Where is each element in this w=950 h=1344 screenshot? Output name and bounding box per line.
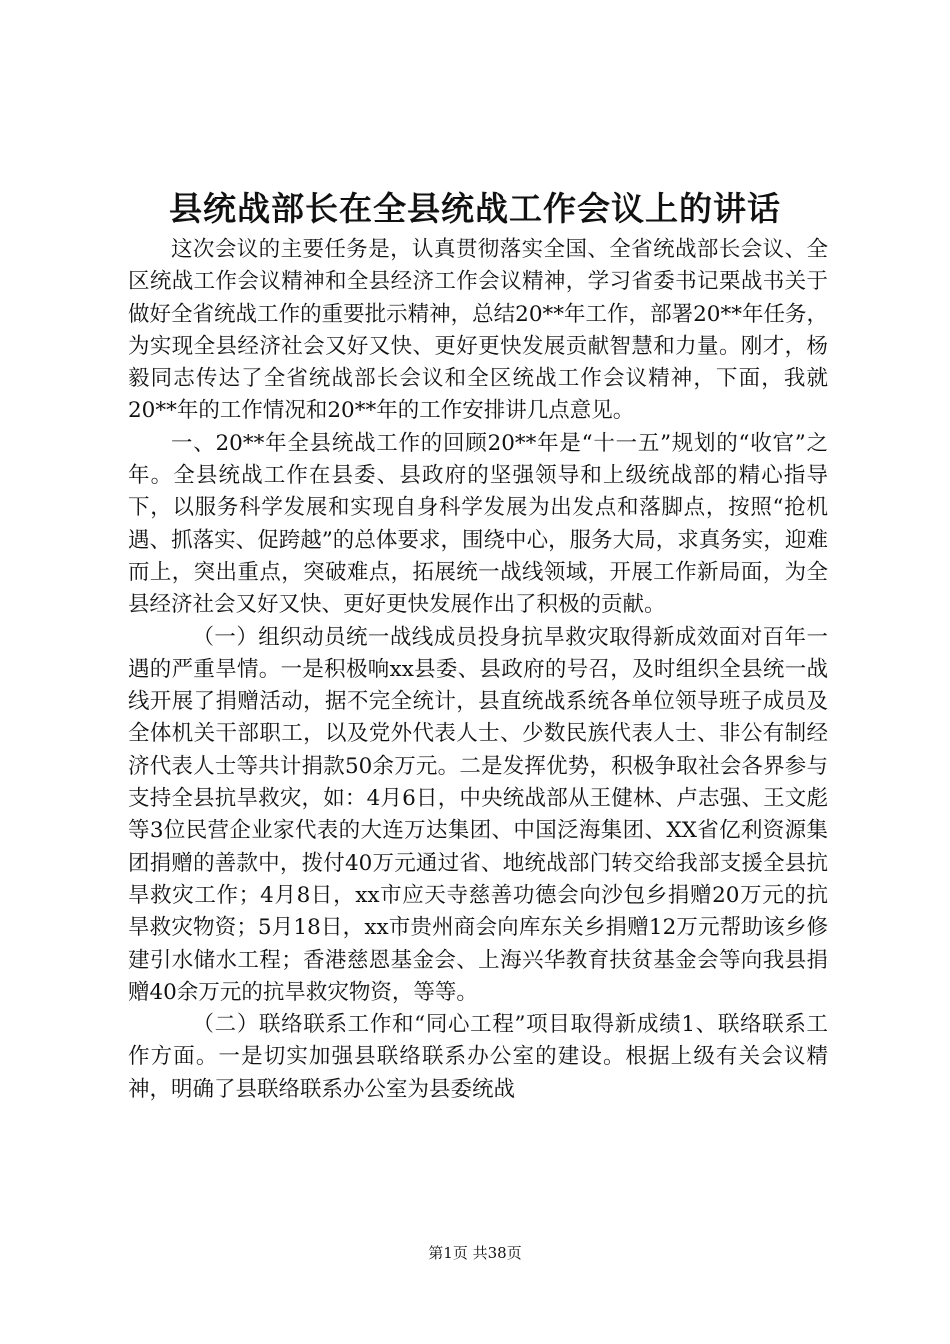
paragraph: 一、20**年全县统战工作的回顾20**年是“十一五”规划的“收官”之年。全县统战工作在县委、县政府的坚强领导和上级统战部的精心指导下，以服务科学发展和实现自身科学发展为出发点和落脚点，按照“抢机遇、抓落实、促跨越”的总体要求，围绕中心，服务大局，求真务实，迎难而上，突出重点，突破难点，拓展统一战线领域，开展工作新局面，为全县经济社会又好又快、更好更快发展作出了积极的贡献。 [128,430,828,618]
paragraph: （一）组织动员统一战线成员投身抗旱救灾取得新成效面对百年一遇的严重旱情。一是积极响xx县委、县政府的号召，及时组织全县统一战线开展了捐赠活动，据不完全统计，县直统战系统各单位领导班子成员及全体机关干部职工，以及党外代表人士、少数民族代表人士、非公有制经济代表人士等共计捐款50余万元。二是发挥优势，积极争取社会各界参与支持全县抗旱救灾，如：4月6日，中央统战部从王健林、卢志强、王文彪等3位民营企业家代表的大连万达集团、中国泛海集团、XX省亿利资源集团捐赠的善款中，拨付40万元通过省、地统战部门转交给我部支援全县抗旱救灾工作；4月8日，xx市应天寺慈善功德会向沙包乡捐赠20万元的抗旱救灾物资；5月18日，xx市贵州商会向库东关乡捐赠12万元帮助该乡修建引水储水工程；香港慈恩基金会、上海兴华教育扶贫基金会等向我县捐赠40余万元的抗旱救灾物资，等等。 [128,624,828,1005]
paragraph: （二）联络联系工作和“同心工程”项目取得新成绩1、联络联系工作方面。一是切实加强县联络联系办公室的建设。根据上级有关会议精神，明确了县联络联系办公室为县委统战 [128,1012,828,1102]
page-footer: 第1页 共38页 [428,1244,522,1262]
paragraph: 这次会议的主要任务是，认真贯彻落实全国、全省统战部长会议、全区统战工作会议精神和全县经济工作会议精神，学习省委书记栗战书关于做好全省统战工作的重要批示精神，总结20**年工作，部署20**年任务，为实现全县经济社会又好又快、更好更快发展贡献智慧和力量。刚才，杨毅同志传达了全省统战部长会议和全区统战工作会议精神，下面，我就20**年的工作情况和20**年的工作安排讲几点意见。 [128,237,828,424]
document-title: 县统战部长在全县统战工作会议上的讲话 [169,189,781,228]
document-body [128,234,828,1106]
